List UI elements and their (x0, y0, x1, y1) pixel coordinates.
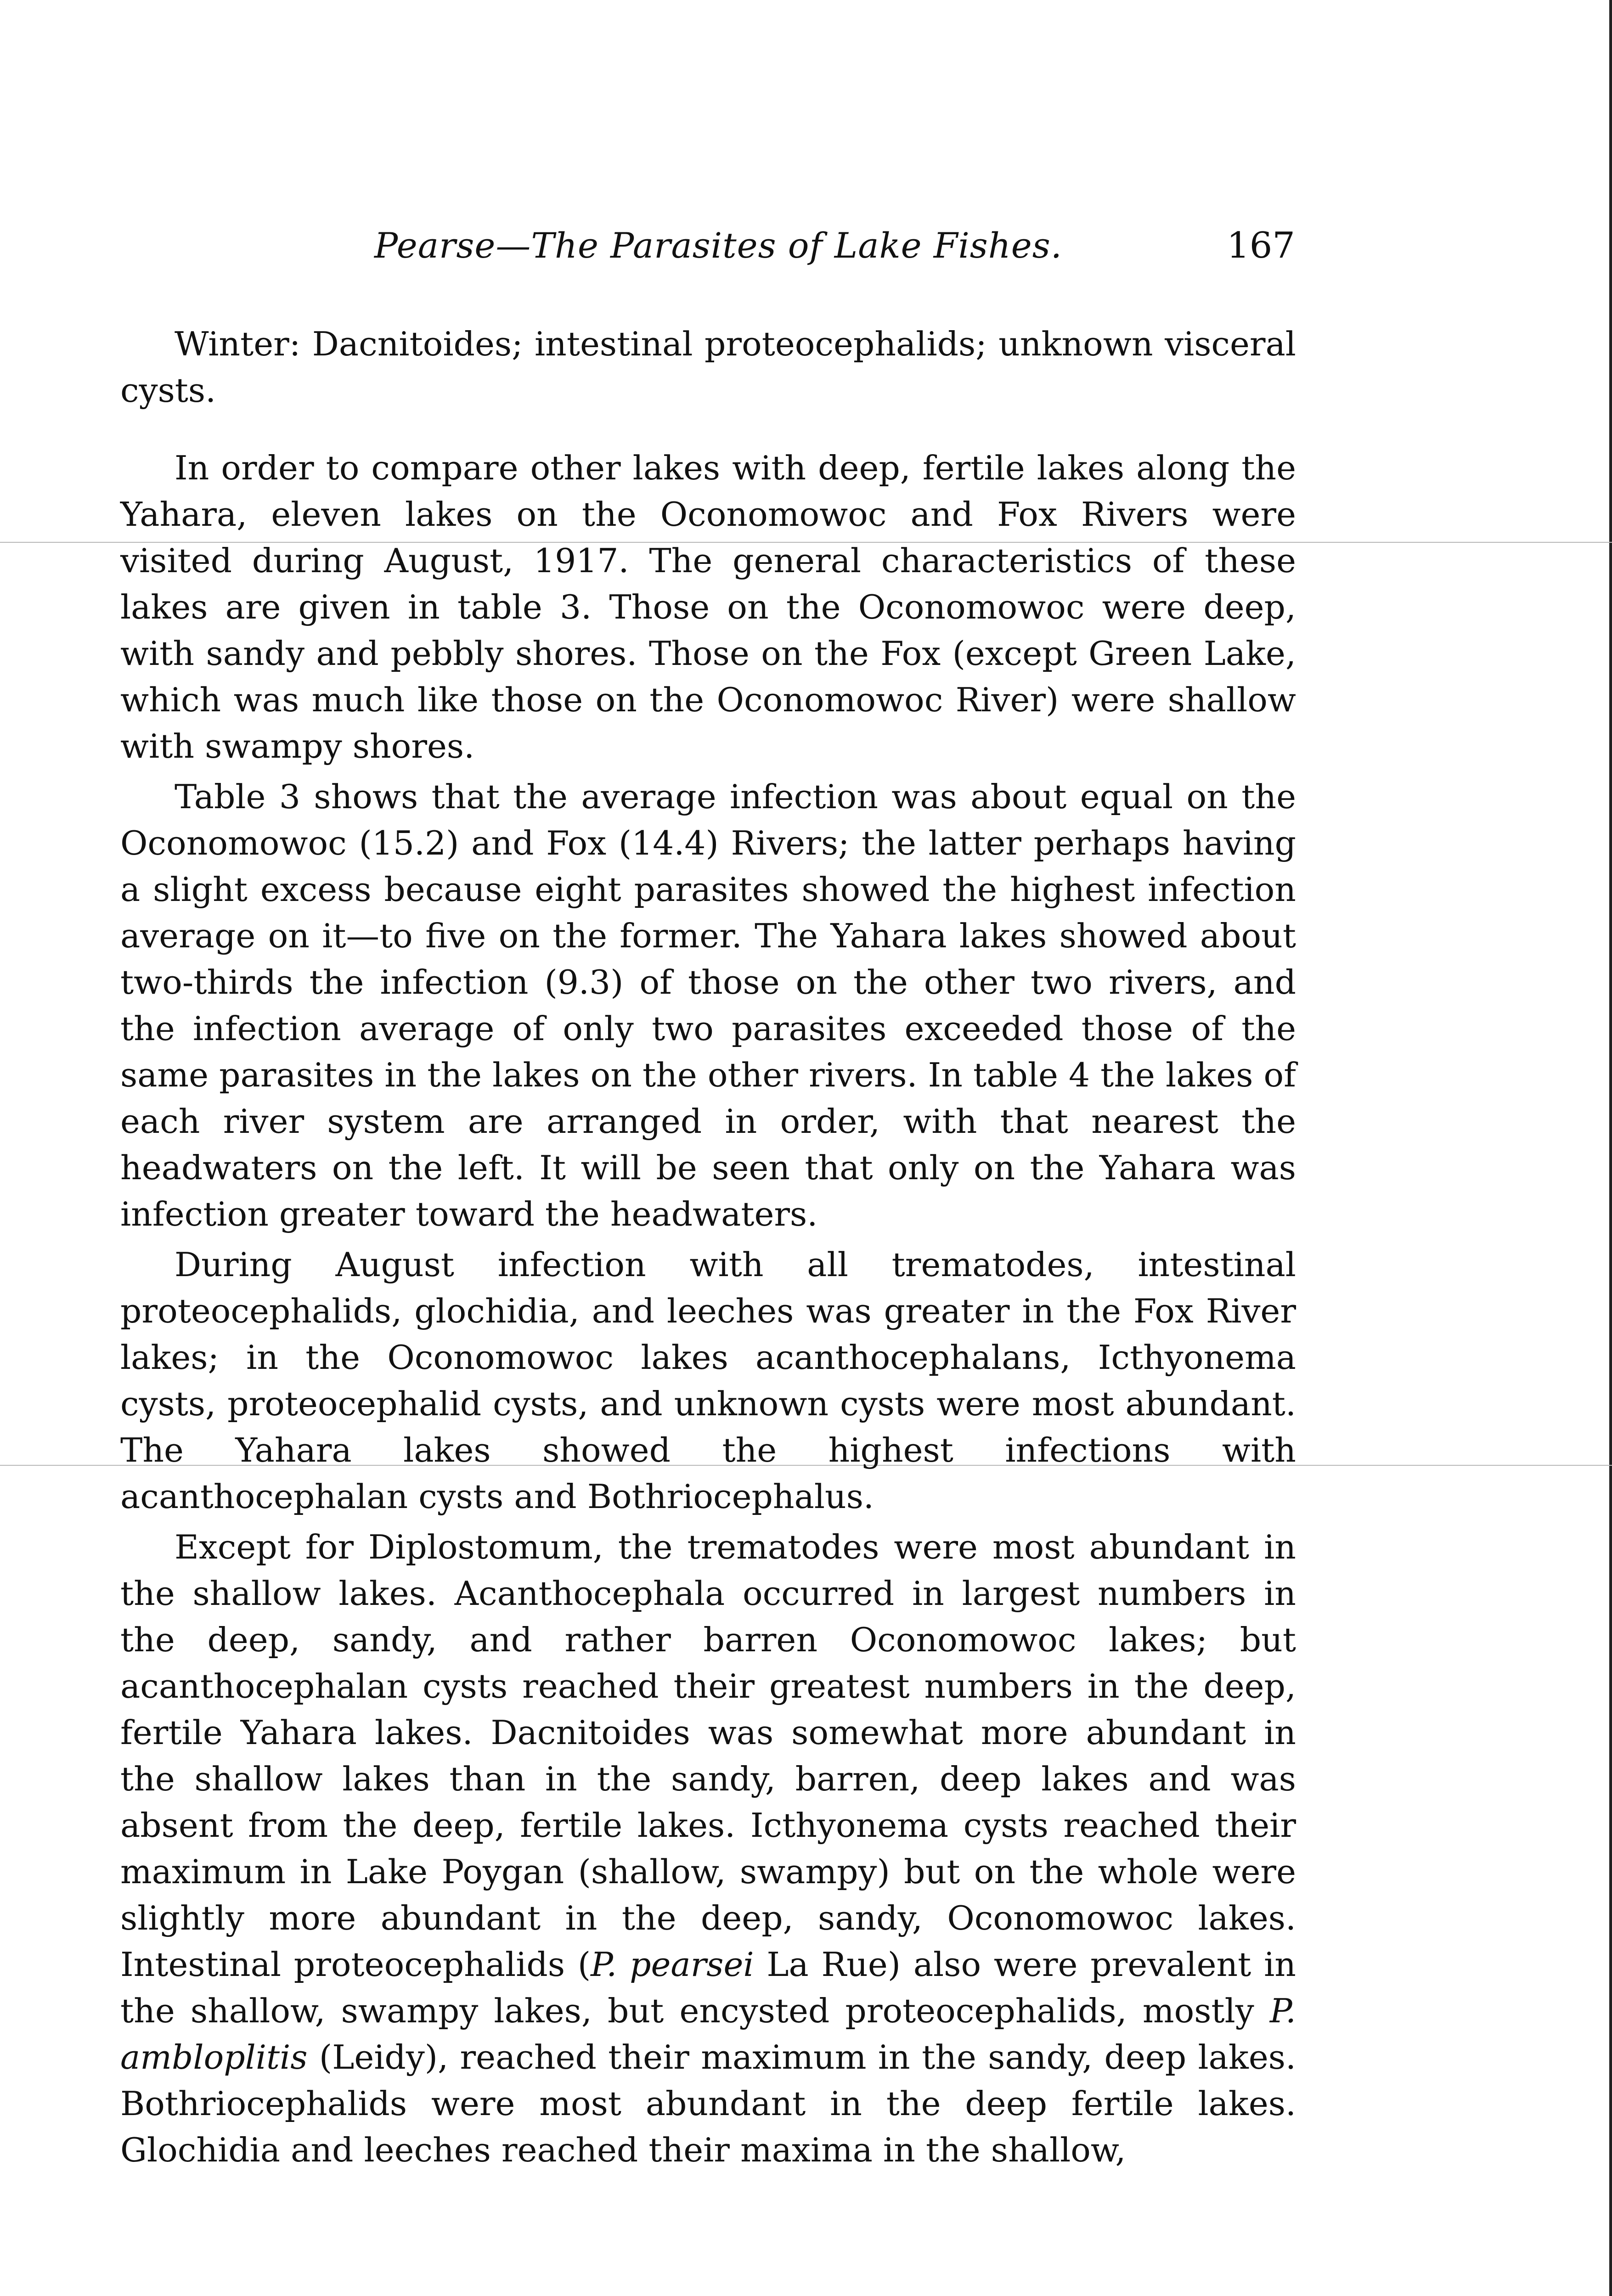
paragraph-lake-comparison: In order to compare other lakes with deep, fertile lakes along the Yahara, eleven lakes on the Oconomowoc and Fox Rivers were visited during August, 1917. The general characteristics of these lakes are given in table 3. Those on the Oconomowoc were deep, with sandy and pebbly shores. Those on the Fox (except Green Lake, which was much like those on the Oconomowoc River) were shallow with swampy shores. (120, 449, 1296, 766)
paragraph-august-infection: During August infection with all trematodes, intestinal proteocephalids, glochidia, and leeches was greater in the Fox River lakes; in the Oconomowoc lakes acanthocephalans, Icthyonema cysts, proteocephalid cysts, and unknown cysts were most abundant. The Yahara lakes showed the highest infections with acanthocephalan cysts and Bothriocephalus. (120, 1246, 1296, 1516)
paragraph-text-segment: La Rue) also were prevalent in the shallow, swampy lakes, but encysted proteocephalids, mostly (120, 1946, 1296, 2031)
paragraph-text-segment: Except for Diplostomum, the trematodes were most abundant in the shallow lakes. Acanthocephala occurred in largest numbers in the deep, sandy, and rather barren Oconomowoc lakes; but acanthocephalan cysts reached their greatest numbers in the deep, fertile Yahara lakes. Dacnitoides was somewhat more abundant in the shallow lakes than in the sandy, barren, deep lakes and was absent from the deep, fertile lakes. Icthyonema cysts reached their maximum in Lake Poygan (shallow, swampy) but on the whole were slightly more abundant in the deep, sandy, Oconomowoc lakes. Intestinal proteocephalids ( (120, 1528, 1296, 1984)
page-number: 167 (1227, 225, 1295, 266)
paragraph-table-3: Table 3 shows that the average infection was about equal on the Oconomowoc (15.2) and Fox (14.4) Rivers; the latter perhaps having a slight excess because eight parasites showed the highest infection average on it—to five on the former. The Yahara lakes showed about two-thirds the infection (9.3) of those on the other two rivers, and the infection average of only two parasites exceeded those of the same parasites in the lakes on the other rivers. In table 4 the lakes of each river system are arranged in order, with that nearest the headwaters on the left. It will be seen that only on the Yahara was infection greater toward the headwaters. (120, 778, 1296, 1234)
body-text (120, 321, 1296, 2174)
paragraph-parasite-distribution (120, 1525, 1296, 2174)
paragraph-text-segment: (Leidy), reached their maximum in the sandy, deep lakes. Bothriocephalids were most abundant in the deep fertile lakes. Glochidia and leeches reached their maxima in the shallow, (120, 2038, 1296, 2170)
species-name: P. ambloplitis (120, 1992, 1296, 2077)
page-header (115, 225, 1295, 276)
running-title: Pearse—The Parasites of Lake Fishes. (374, 225, 1062, 266)
paragraph-winter: Winter: Dacnitoides; intestinal proteocephalids; unknown visceral cysts. (120, 325, 1296, 410)
species-name: P. pearsei (591, 1946, 754, 1984)
